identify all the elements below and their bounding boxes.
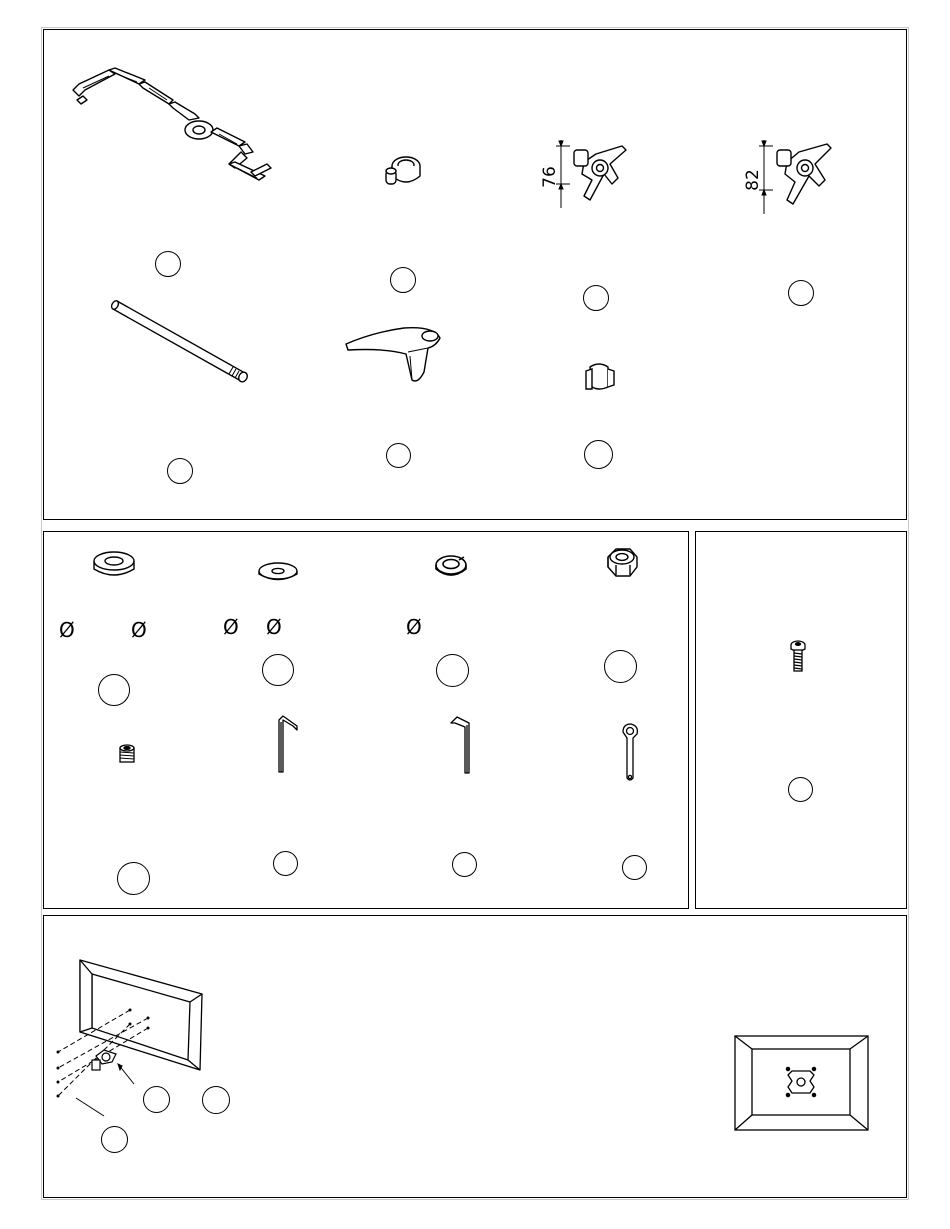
wrench-part	[619, 722, 641, 784]
vesa-plate-small-part	[556, 140, 631, 215]
diameter-symbol: Ø	[266, 615, 282, 639]
callout-circle	[202, 1086, 230, 1114]
hardware-panel	[43, 531, 689, 909]
bolt-panel	[695, 531, 907, 909]
monitor-mounting-illustration	[54, 956, 214, 1116]
lock-nut-part	[604, 545, 640, 581]
flat-washer-part	[257, 561, 299, 585]
callout-circle	[583, 285, 609, 311]
callout-circle	[436, 654, 469, 687]
callout-circle	[390, 267, 416, 293]
vesa-plate-large-part	[759, 140, 834, 215]
hex-key-large-part	[449, 713, 475, 777]
pole-part	[109, 295, 254, 385]
callout-circle	[584, 440, 613, 469]
callout-circle	[452, 852, 477, 877]
hex-bolt-part	[789, 639, 807, 673]
diameter-symbol: Ø	[131, 618, 147, 642]
callout-circle	[155, 251, 181, 277]
callout-circle	[273, 851, 298, 876]
diameter-symbol: Ø	[59, 618, 75, 642]
diameter-symbol: Ø	[223, 615, 239, 639]
dimension-label-82: 82	[743, 169, 763, 191]
callout-circle	[788, 280, 814, 306]
monitor-plate-front-view	[734, 1035, 870, 1133]
callout-circle	[167, 458, 193, 484]
set-screw-part	[118, 744, 136, 766]
hex-key-small-part	[275, 714, 301, 776]
callout-circle	[101, 1126, 128, 1153]
desk-base-part	[344, 322, 444, 387]
callout-circle	[622, 855, 647, 880]
callout-circle	[788, 777, 813, 802]
dual-arm-part	[69, 60, 274, 190]
dimension-label-76: 76	[540, 166, 560, 188]
parts-panel	[43, 29, 907, 520]
cable-clip-part	[582, 361, 616, 393]
callout-circle	[143, 1086, 170, 1113]
diameter-symbol: Ø	[406, 615, 422, 639]
callout-circle	[117, 862, 150, 895]
callout-circle	[262, 654, 294, 686]
callout-circle	[386, 443, 411, 468]
lock-washer-part	[433, 553, 469, 581]
thick-washer-part	[92, 549, 137, 581]
clamp-collar-part	[382, 152, 424, 192]
callout-circle	[604, 650, 637, 683]
installation-panel	[43, 915, 907, 1198]
callout-circle	[98, 674, 130, 706]
